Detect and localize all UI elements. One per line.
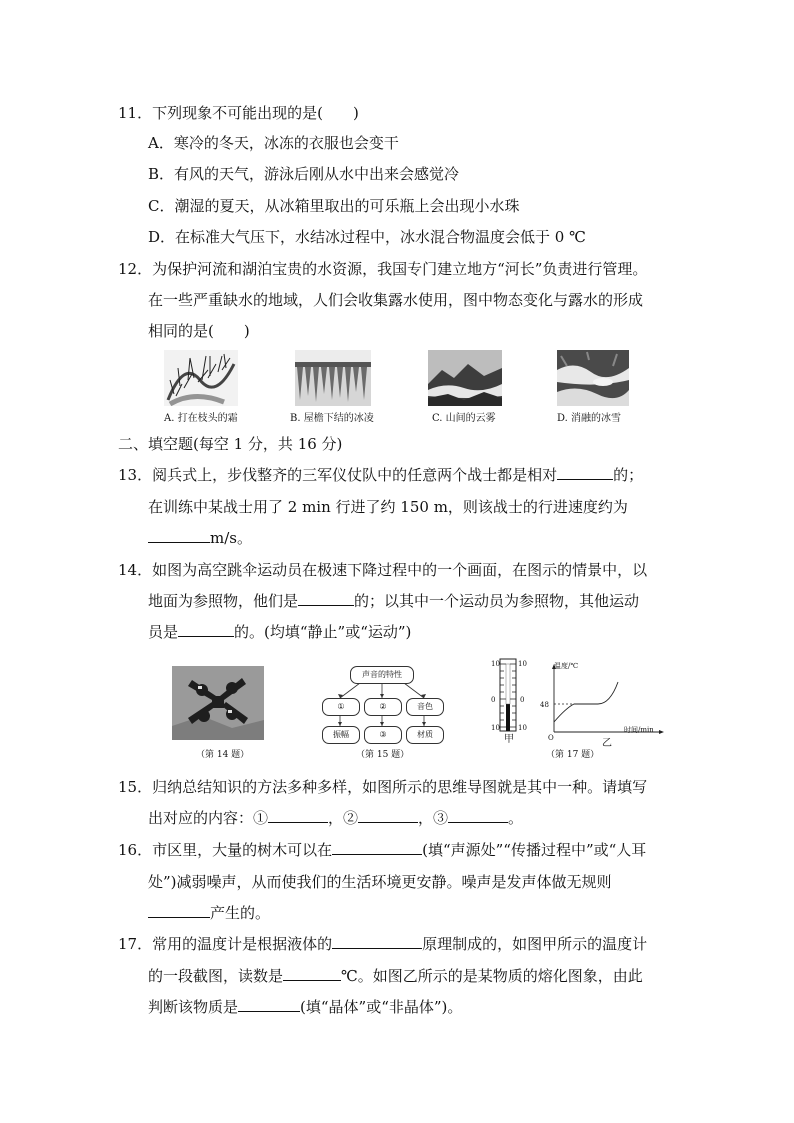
q16-blank-1[interactable] [332,840,422,855]
q11-stem: 11．下列现象不可能出现的是( ) [118,104,359,122]
melting-snow-photo [557,350,629,406]
q17-line-3: 判断该物质是 (填“晶体”或“非晶体”)。 [148,998,463,1016]
q14-blank-2[interactable] [178,622,234,637]
q12-line-1: 12．为保护河流和湖泊宝贵的水资源，我国专门建立地方“河长”负责进行管理。 [118,260,648,278]
q15-line-1: 15．归纳总结知识的方法多种多样，如图所示的思维导图就是其中一种。请填写 [118,778,648,796]
thermo-tick-top-right: 10 [518,660,527,668]
mindmap-node-1: ① [322,698,360,716]
caption-c: C. 山间的云雾 [432,413,496,424]
caption-a: A. 打在枝头的霜 [164,413,238,424]
figure-17-caption: （第 17 题） [546,750,600,760]
q16-line-3: 产生的。 [148,903,270,923]
melting-graph [540,662,670,754]
figure-14-caption: （第 14 题） [196,750,250,760]
mindmap-root: 声音的特性 [350,666,414,684]
section-2-heading: 二、填空题(每空 1 分，共 16 分) [118,435,343,453]
caption-d: D. 消融的冰雪 [557,413,622,424]
q11-option-b: B．有风的天气，游泳后刚从水中出来会感觉冷 [148,165,460,183]
figure-15-caption: （第 15 题） [356,750,410,760]
thermo-tick-zero: 0 [491,696,496,704]
mindmap-leaf-3: ③ [364,726,402,744]
q14-blank-1[interactable] [298,591,354,606]
q14-line-1: 14．如图为高空跳伞运动员在极速下降过程中的一个画面，在图示的情景中，以 [118,561,648,579]
graph-xlabel: 时间/min [624,726,654,734]
q13-line-2: 在训练中某战士用了 2 min 行进了约 150 m，则该战士的行进速度约为 [148,498,628,516]
graph-label-yi: 乙 [602,738,612,749]
q16-line-1: 16．市区里，大量的树木可以在 (填“声源处”“传播过程中”或“人耳 [118,841,647,859]
graph-ylabel: 温度/℃ [554,662,579,670]
mindmap-node-timbre: 音色 [406,698,444,716]
q13-line-3: m/s。 [148,528,252,548]
mountain-fog-photo [428,350,502,406]
mindmap-leaf-amplitude: 振幅 [322,726,360,744]
q13-blank-1[interactable] [557,465,613,480]
caption-b: B. 屋檐下结的冰凌 [290,413,374,424]
q17-line-1: 17．常用的温度计是根据液体的 原理制成的，如图甲所示的温度计 [118,935,648,953]
icicles-photo [295,350,371,406]
q14-line-2: 地面为参照物，他们是 的；以其中一个运动员为参照物，其他运动 [148,592,640,610]
q12-line-3: 相同的是( ) [148,322,250,340]
frost-on-branch-photo [164,350,238,406]
q11-option-a: A．寒冷的冬天，冰冻的衣服也会变干 [148,134,399,152]
q17-line-2: 的一段截图，读数是 ℃。如图乙所示的是某物质的熔化图象，由此 [148,967,643,985]
q11-option-c: C．潮湿的夏天，从冰箱里取出的可乐瓶上会出现小水珠 [148,197,520,215]
q16-line-2: 处”)减弱噪声，从而使我们的生活环境更安静。噪声是发声体做无规则 [148,873,612,891]
thermo-label-jia: 甲 [504,734,514,745]
q15-blank-2[interactable] [358,808,418,823]
skydivers-photo [172,666,264,740]
q12-line-2: 在一些严重缺水的地域，人们会收集露水使用，图中物态变化与露水的形成 [148,291,644,309]
q17-blank-1[interactable] [332,934,422,949]
q13-blank-2[interactable] [148,528,210,543]
mindmap-leaf-material: 材质 [406,726,444,744]
mindmap-node-2: ② [364,698,402,716]
thermo-tick-bottom: 10 [491,724,500,732]
q17-blank-2[interactable] [283,966,341,981]
mind-map [312,664,454,746]
q15-blank-3[interactable] [448,808,508,823]
q14-line-3: 员是 的。(均填“静止”或“运动”) [148,623,412,641]
q15-blank-1[interactable] [268,808,328,823]
thermo-tick-bottom-right: 10 [518,724,527,732]
q13-line-1: 13．阅兵式上，步伐整齐的三军仪仗队中的任意两个战士都是相对 的； [118,466,644,484]
thermo-tick-zero-right: 0 [520,696,525,704]
q17-blank-3[interactable] [238,997,300,1012]
graph-y-mark: 48 [540,701,549,709]
q15-line-2: 出对应的内容：① ，② ，③ 。 [148,809,524,827]
q11-option-d: D．在标准大气压下，水结冰过程中，冰水混合物温度会低于 0 ℃ [148,228,586,246]
q16-blank-2[interactable] [148,903,210,918]
thermo-tick-top: 10 [491,660,500,668]
thermometer-figure [490,658,530,748]
graph-origin: O [548,734,554,742]
